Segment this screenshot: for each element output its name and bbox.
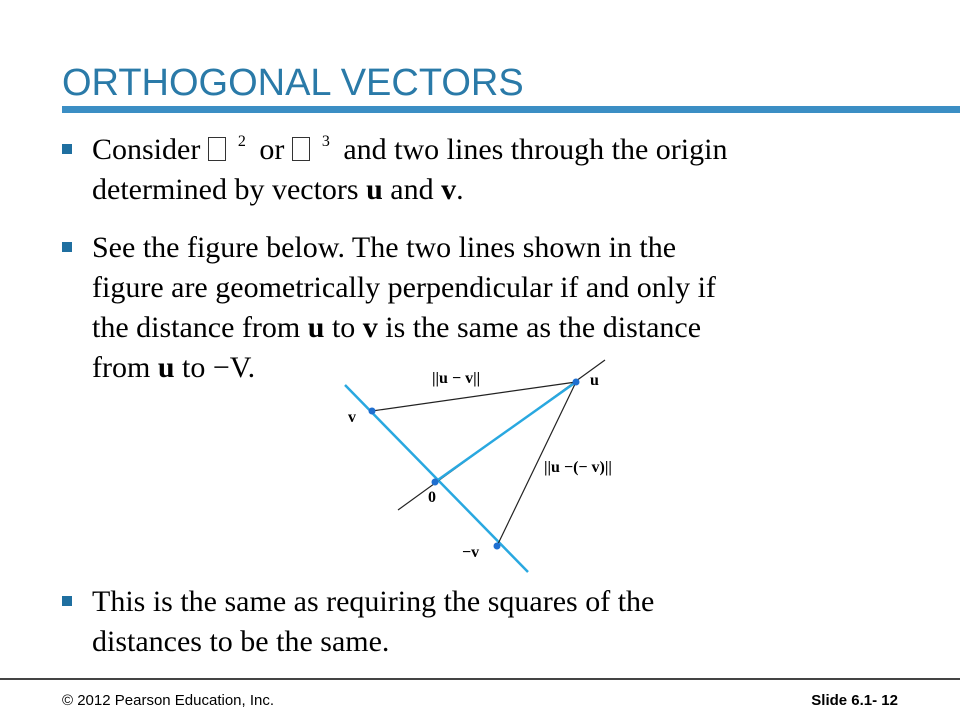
or-word: or	[259, 133, 285, 166]
slide-title: ORTHOGONAL VECTORS	[62, 62, 524, 104]
point-origin	[432, 479, 439, 486]
label-dist-u-neg-v: ||u −(− v)||	[544, 459, 612, 476]
desc-line-3c: is the same as the distance	[377, 311, 702, 344]
desc-from: from	[92, 351, 158, 384]
desc-line-1: See the figure below. The two lines shown in the	[92, 231, 677, 264]
bullet-text	[92, 582, 892, 662]
desc-u: u	[307, 311, 325, 344]
vector-u: u	[366, 173, 383, 206]
period: .	[456, 173, 464, 206]
desc-to2: to	[174, 351, 213, 384]
slide-footer	[0, 678, 960, 722]
squares-line-1: This is the same as requiring the squares of the	[92, 585, 655, 618]
squares-line-2: distances to be the same.	[92, 625, 390, 658]
label-v: v	[348, 409, 356, 426]
label-u: u	[590, 372, 599, 389]
consider-word: Consider	[92, 133, 201, 166]
consider-rest: and two lines through the origin	[343, 133, 728, 166]
desc-neg-v: −V.	[212, 351, 256, 384]
point-neg-v	[494, 543, 501, 550]
r3-superscript: 3	[321, 133, 330, 150]
vector-v: v	[441, 173, 457, 206]
bullet-marker	[62, 596, 72, 606]
desc-to: to	[324, 311, 363, 344]
point-u	[573, 379, 580, 386]
r2-superscript: 2	[237, 133, 246, 150]
determined-text: determined by vectors	[92, 173, 367, 206]
point-v	[369, 408, 376, 415]
copyright: © 2012 Pearson Education, Inc.	[62, 692, 275, 709]
label-neg-v: −v	[462, 544, 480, 561]
desc-v: v	[362, 311, 378, 344]
label-zero: 0	[428, 489, 436, 506]
desc-line-3a: the distance from	[92, 311, 308, 344]
label-dist-u-v: ||u − v||	[432, 370, 481, 387]
slide-number: Slide 6.1- 12	[811, 692, 898, 709]
desc-line-2: figure are geometrically perpendicular if and only if	[92, 271, 716, 304]
desc-u2: u	[157, 351, 175, 384]
and-text: and	[382, 173, 442, 206]
